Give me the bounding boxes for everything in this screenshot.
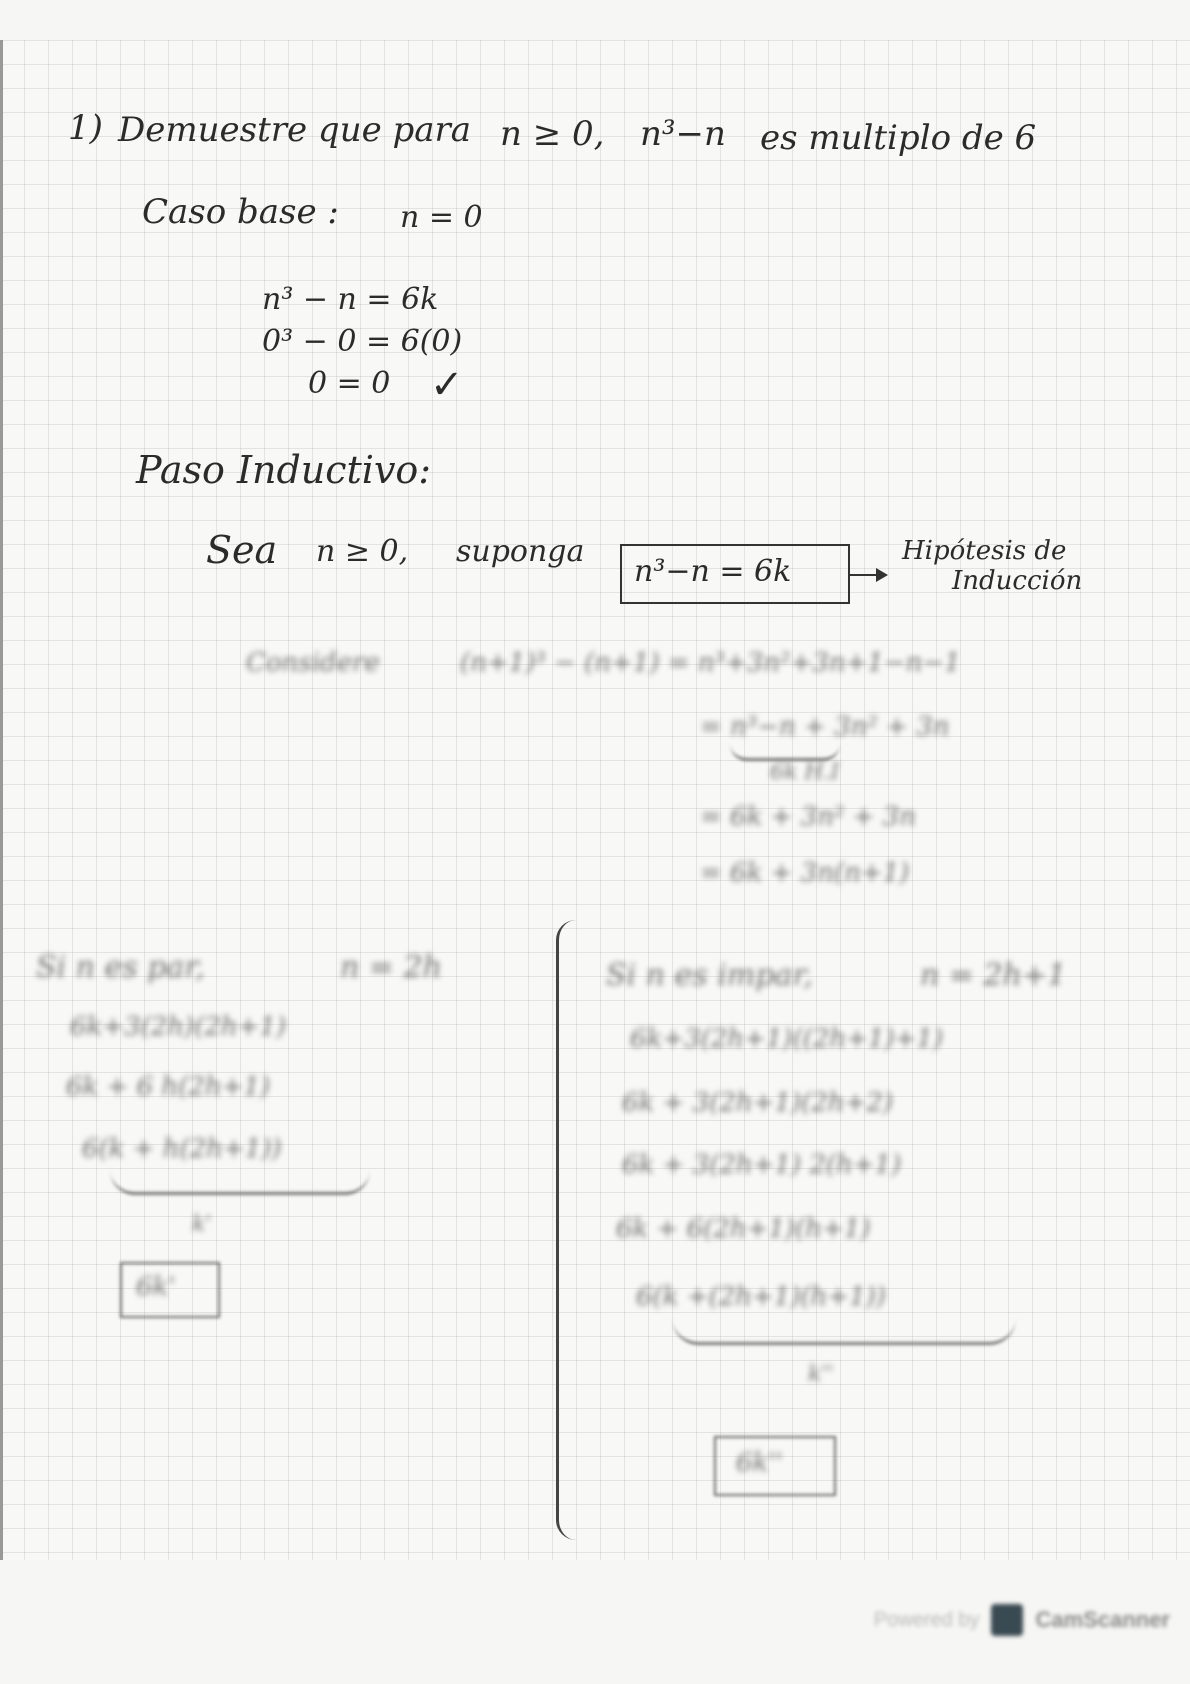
even-underbrace bbox=[110, 1170, 370, 1195]
consider-expression: (n+1)³ − (n+1) = n³+3n²+3n+1−n−1 bbox=[460, 648, 961, 678]
base-line-2: 0³ − 0 = 6(0) bbox=[262, 324, 463, 359]
inductive-step-label: Paso Inductivo: bbox=[136, 448, 432, 492]
derivation-line-3: = 6k + 3n(n+1) bbox=[700, 858, 910, 888]
hypothesis-label-2: Inducción bbox=[952, 566, 1083, 596]
underbrace bbox=[730, 744, 840, 761]
even-line-1: 6k+3(2h)(2h+1) bbox=[70, 1012, 287, 1042]
sea-condition: n ≥ 0, bbox=[316, 534, 409, 569]
base-case-label: Caso base : bbox=[142, 192, 339, 232]
sea-word: Sea bbox=[206, 528, 278, 572]
base-line-3: 0 = 0 bbox=[308, 366, 391, 401]
problem-expression: n³−n bbox=[640, 114, 726, 154]
problem-number: 1) bbox=[68, 108, 103, 148]
even-case-title: Si n es par, bbox=[36, 950, 205, 985]
odd-kprime: k'' bbox=[808, 1362, 834, 1387]
page-edge bbox=[0, 40, 3, 1560]
problem-statement-b: es multiplo de 6 bbox=[760, 118, 1037, 158]
even-result: 6k' bbox=[136, 1272, 176, 1302]
camscanner-logo-icon bbox=[991, 1604, 1023, 1636]
even-case-def: n = 2h bbox=[340, 950, 442, 985]
scanner-watermark bbox=[874, 1604, 1170, 1636]
underbrace-note: 6k H.I bbox=[770, 760, 840, 785]
suponga-word: suponga bbox=[456, 534, 585, 569]
hypothesis-label-1: Hipótesis de bbox=[902, 536, 1067, 566]
even-kprime: k' bbox=[192, 1212, 212, 1237]
derivation-line-1: = n³−n + 3n² + 3n bbox=[700, 712, 950, 742]
odd-line-4: 6k + 6(2h+1)(h+1) bbox=[616, 1214, 871, 1244]
odd-case-title: Si n es impar, bbox=[606, 958, 813, 993]
odd-case-def: n = 2h+1 bbox=[920, 958, 1067, 993]
check-icon: ✓ bbox=[430, 362, 464, 408]
derivation-line-2: = 6k + 3n² + 3n bbox=[700, 802, 916, 832]
consider-label: Considere bbox=[246, 648, 380, 678]
camscanner-brand: CamScanner bbox=[1035, 1607, 1170, 1632]
odd-line-2: 6k + 3(2h+1)(2h+2) bbox=[622, 1088, 893, 1118]
powered-by-text: Powered by bbox=[873, 1608, 980, 1631]
odd-result: 6k'' bbox=[736, 1448, 783, 1478]
even-line-2: 6k + 6 h(2h+1) bbox=[66, 1072, 271, 1102]
odd-underbrace bbox=[672, 1318, 1016, 1345]
odd-line-3: 6k + 3(2h+1) 2(h+1) bbox=[622, 1150, 902, 1180]
odd-line-5: 6(k +(2h+1)(h+1)) bbox=[636, 1282, 886, 1312]
hypothesis-text: n³−n = 6k bbox=[634, 554, 792, 589]
arrow-icon bbox=[850, 574, 886, 576]
case-separator-brace bbox=[556, 920, 579, 1540]
base-case-value: n = 0 bbox=[400, 200, 483, 235]
problem-condition: n ≥ 0, bbox=[500, 114, 605, 154]
odd-line-1: 6k+3(2h+1)((2h+1)+1) bbox=[630, 1024, 944, 1054]
problem-statement-a: Demuestre que para bbox=[118, 110, 472, 150]
base-line-1: n³ − n = 6k bbox=[262, 282, 439, 317]
even-line-3: 6(k + h(2h+1)) bbox=[82, 1134, 282, 1164]
